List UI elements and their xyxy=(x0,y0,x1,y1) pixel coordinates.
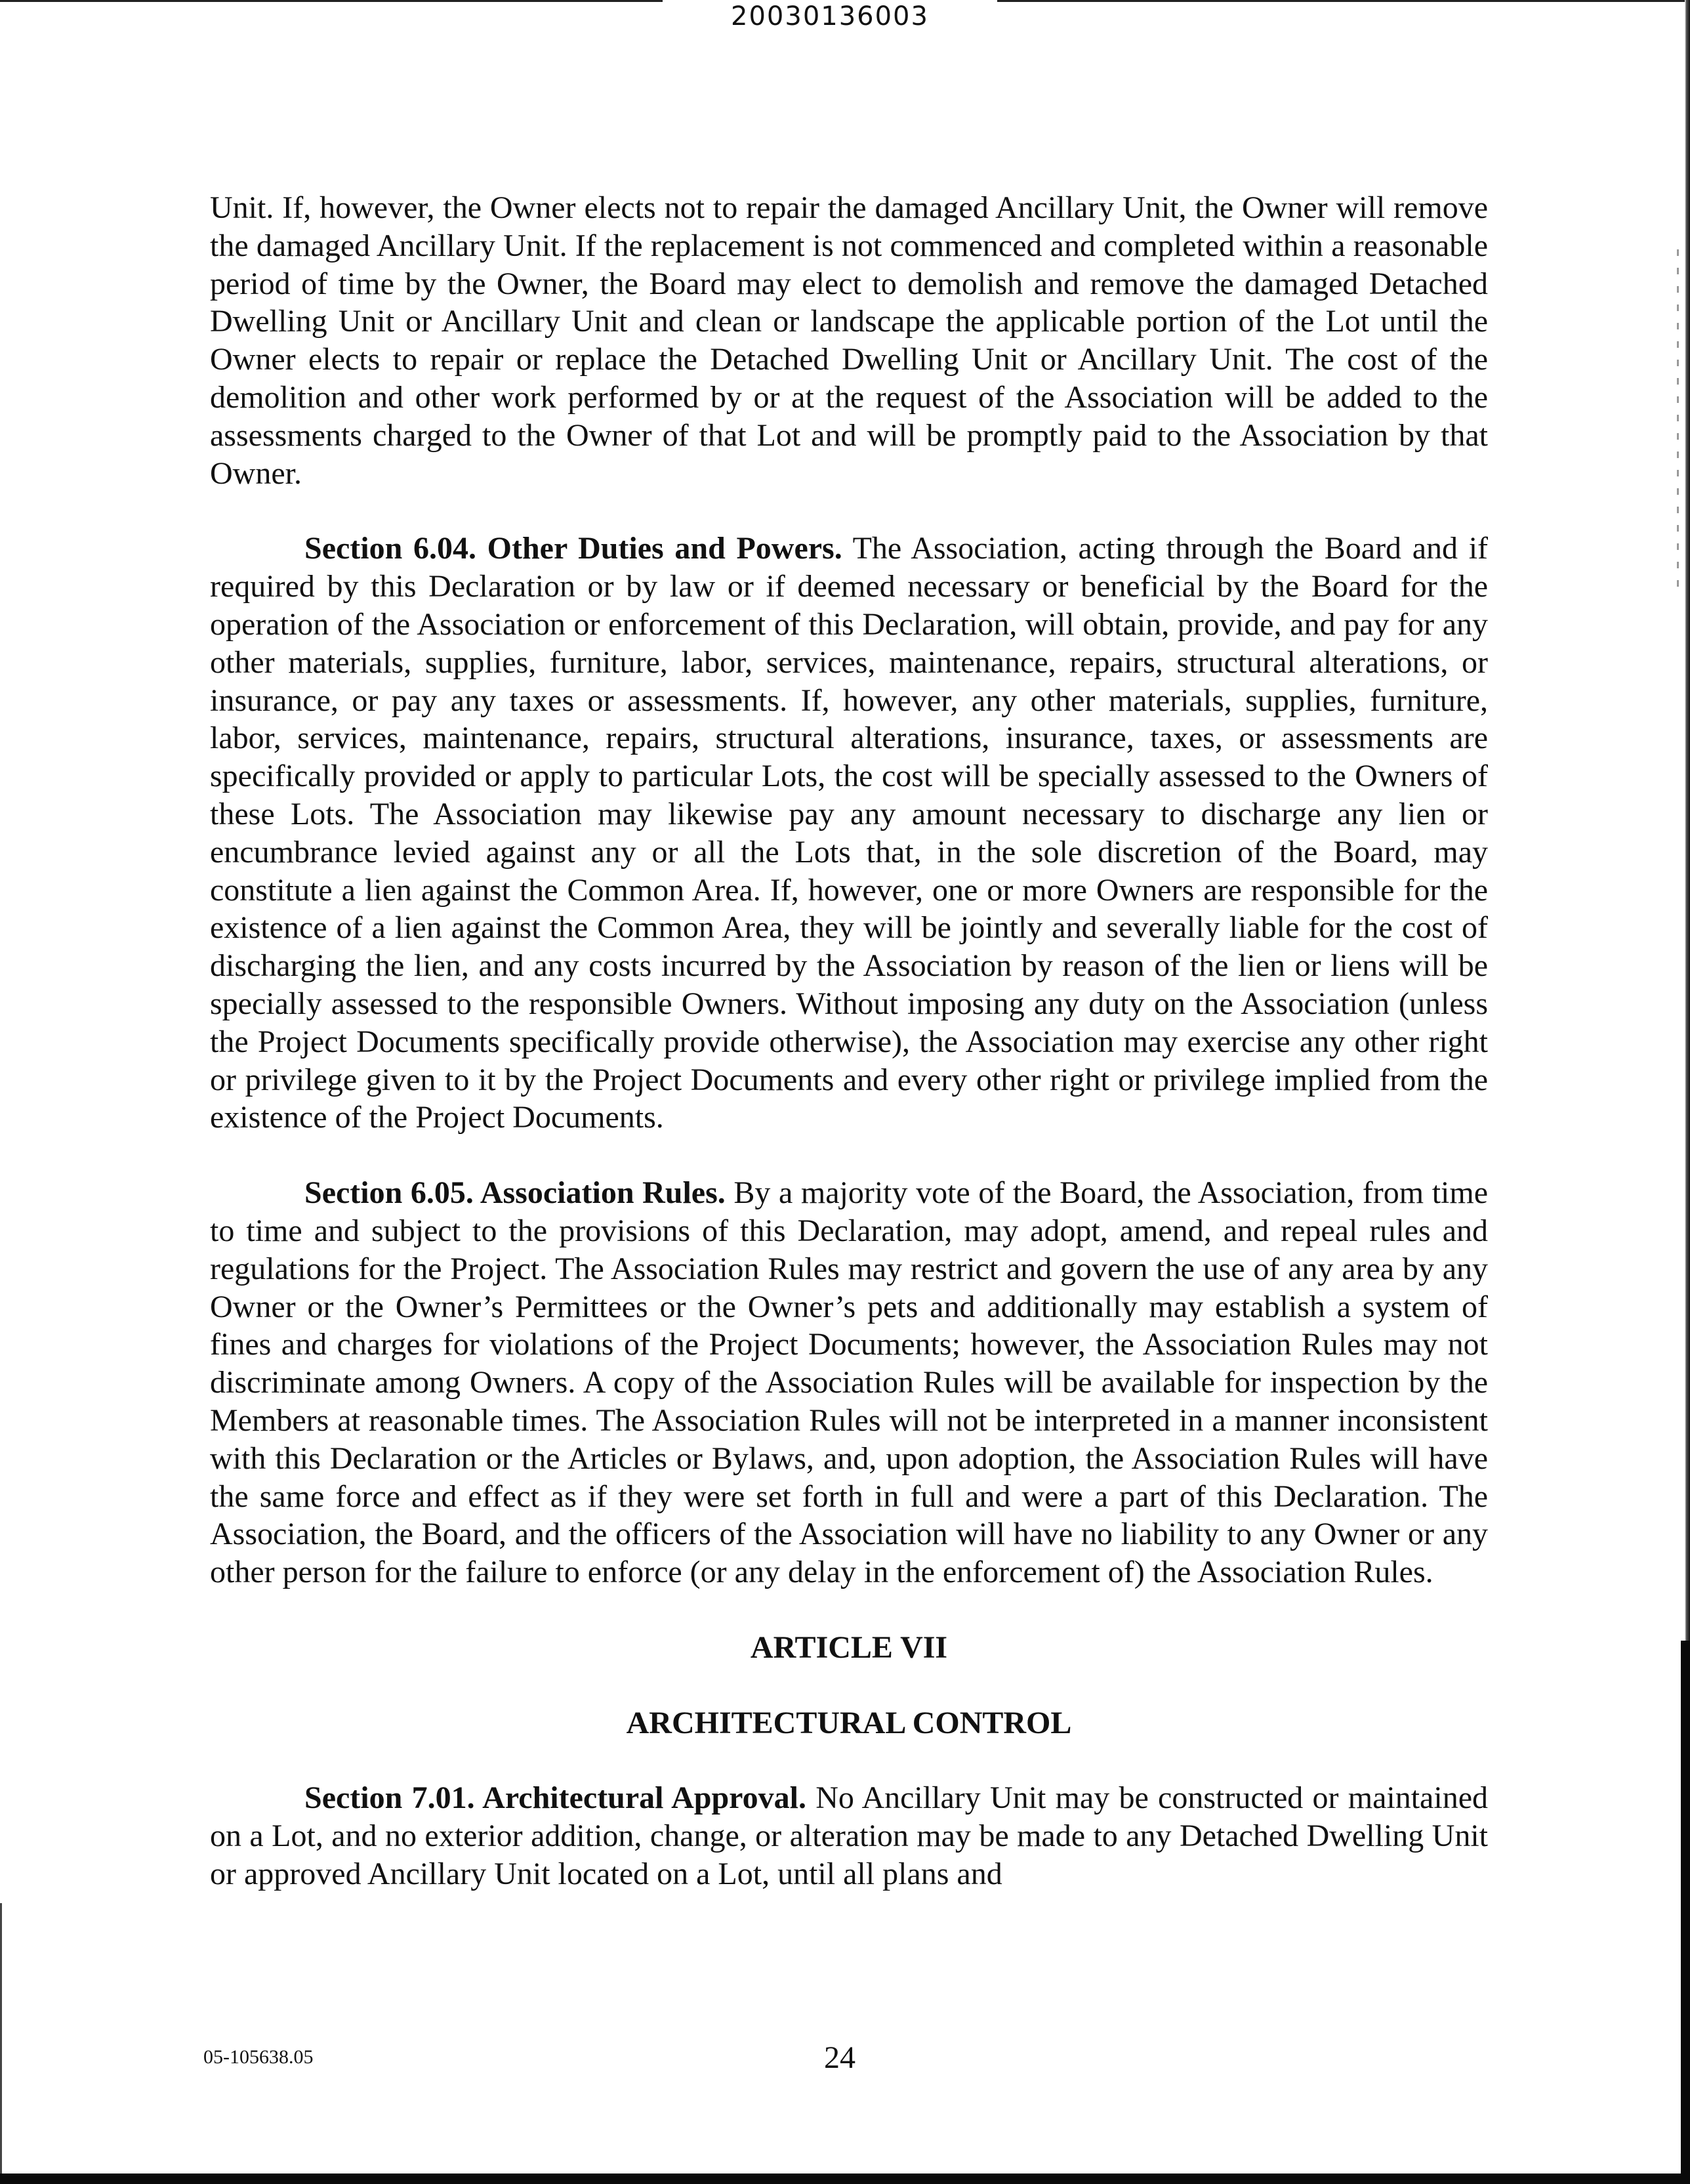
paragraph-gap xyxy=(210,492,1488,530)
scan-left-edge xyxy=(0,1903,2,2184)
section-6-04-paragraph xyxy=(210,530,1488,1137)
scan-margin-marks xyxy=(1677,249,1679,591)
footer-file-id: 05-105638.05 xyxy=(203,2046,314,2068)
article-title: ARCHITECTURAL CONTROL xyxy=(626,1705,1072,1740)
continuation-paragraph: Unit. If, however, the Owner elects not to repair the damaged Ancillary Unit, the Owner will remove the damaged Ancillary Unit. If the replacement is not commenced and completed within a reasonable period of time by the Owner, the Board may elect to demolish and remove the damaged Detached Dwelling Unit or Ancillary Unit and clean or landscape the applicable portion of the Lot until the Owner elects to repair or replace the Detached Dwelling Unit or Ancillary Unit. The cost of the demolition and other work performed by or at the request of the Association will be added to the assessments charged to the Owner of that Lot and will be promptly paid to the Association by that Owner. xyxy=(210,190,1488,491)
paragraph-gap xyxy=(210,1591,1488,1629)
section-6-04-heading: Section 6.04. Other Duties and Powers. xyxy=(304,531,842,566)
scan-right-edge-dark xyxy=(1681,1641,1690,2184)
document-number: 20030136003 xyxy=(731,1,929,32)
section-6-04-text: The Association, acting through the Board and if required by this Declaration or by law or if deemed necessary or beneficial by the Board for the operation of the Association or enforcement of this Declaration, will obtain, provide, and pay for any other materials, supplies, furniture, labor, services, maintenance, repairs, structural alterations, or insurance, or pay any taxes or assessments. If, however, any other materials, supplies, furniture, labor, services, maintenance, repairs, structural alterations, insurance, taxes, or assessments are specifically provided or apply to particular Lots, the cost will be specially assessed to the Owners of these Lots. The Association may likewise pay any amount necessary to discharge any lien or encumbrance levied against any or all the Lots that, in the sole discretion of the Board, may constitute a lien against the Common Area. If, however, one or more Owners are responsible for the existence of a lien against the Common Area, they will be jointly and severally liable for the cost of discharging the lien, and any costs incurred by the Association by reason of the lien or liens will be specially assessed to the responsible Owners. Without imposing any duty on the Association (unless the Project Documents specifically provide otherwise), the Association may exercise any other right or privilege given to it by the Project Documents and every other right or privilege implied from the existence of the Project Documents. xyxy=(210,531,1489,1135)
article-number: ARTICLE VII xyxy=(750,1629,948,1665)
scan-bottom-bar xyxy=(0,2174,1690,2184)
scan-top-rule-right xyxy=(997,0,1690,2)
section-6-05-text: By a majority vote of the Board, the Association, from time to time and subject to the provisions of this Declaration, may adopt, amend, and repeal rules and regulations for the Project. The Association Rules may restrict and govern the use of any area by any Owner or the Owner’s Permittees or the Owner’s pets and additionally may establish a system of fines and charges for violations of the Project Documents; however, the Association Rules may not discriminate among Owners. A copy of the Association Rules will be available for inspection by the Members at reasonable times. The Association Rules will not be interpreted in a manner inconsistent with this Declaration or the Articles or Bylaws, and, upon adoption, the Association Rules will have the same force and effect as if they were set forth in full and were a part of this Declaration. The Association, the Board, and the officers of the Association will have no liability to any Owner or any other person for the failure to enforce (or any delay in the enforcement of) the Association Rules. xyxy=(210,1175,1489,1590)
scan-top-rule-left xyxy=(0,0,663,2)
page-body xyxy=(210,189,1488,1893)
paragraph-gap xyxy=(210,1137,1488,1174)
section-7-01-paragraph xyxy=(210,1779,1488,1893)
section-6-05-heading: Section 6.05. Association Rules. xyxy=(304,1175,726,1211)
page-number: 24 xyxy=(824,2040,855,2075)
section-7-01-heading: Section 7.01. Architectural Approval. xyxy=(304,1780,806,1816)
paragraph-gap xyxy=(210,1742,1488,1779)
paragraph-gap xyxy=(210,1667,1488,1704)
section-7-01-text: No Ancillary Unit may be constructed or maintained on a Lot, and no exterior addition, change, or alteration may be made to any Detached Dwelling Unit or approved Ancillary Unit located on a Lot, until all plans and xyxy=(210,1780,1488,1892)
section-6-05-paragraph xyxy=(210,1174,1488,1591)
